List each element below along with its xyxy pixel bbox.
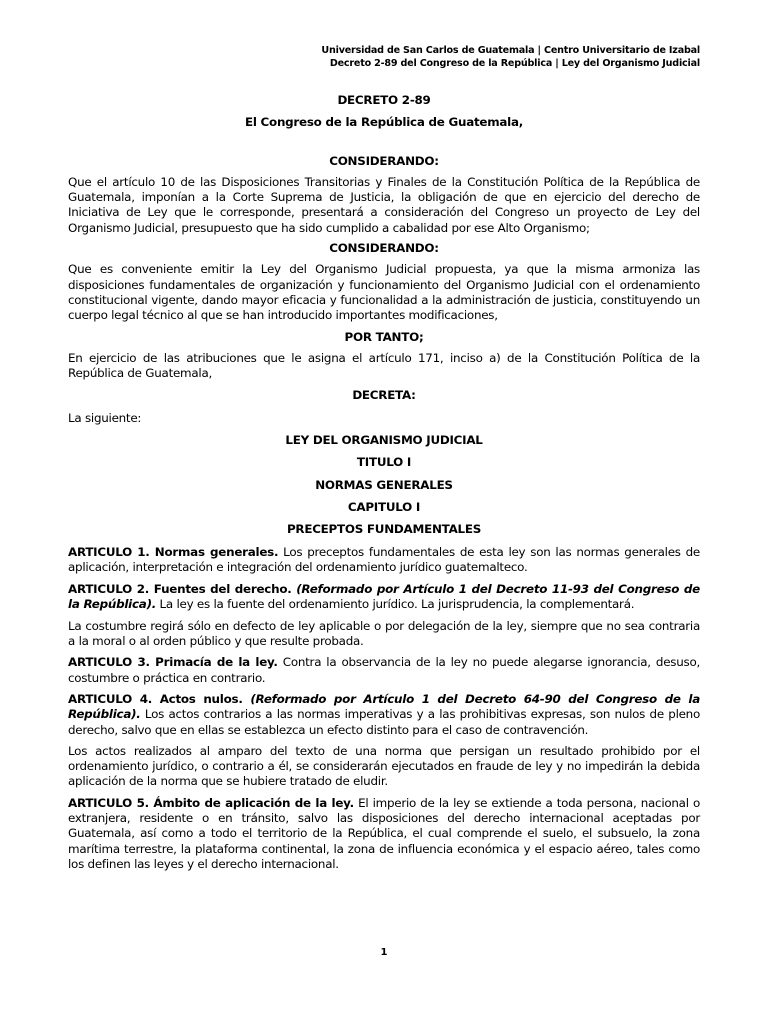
article-2-heading: ARTICULO 2. Fuentes del derecho. [68,582,292,597]
article-1-heading: ARTICULO 1. Normas generales. [68,544,279,559]
article-5-text: El imperio de la ley se extiende a toda persona, nacional o extranjera, residente o en tránsito, salvo las disposiciones del derecho internacional aceptadas por Guatemala, así como a todo el territorio de la República, el cual comprende el suelo, el subsuelo, la zona marítima terrestre, la plataforma continental, la zona de influencia económica y el espacio aéreo, tales como los definen las leyes y el derecho internacional. [68,795,700,871]
article-2-reform-note: (Reformado por Artículo 1 del Decreto 11-93 del Congreso de la República). [68,582,700,612]
considerando-1-heading: CONSIDERANDO: [329,153,439,168]
decreta-text: La siguiente: [68,410,142,425]
por-tanto-heading: POR TANTO; [344,329,424,344]
decree-title: DECRETO 2-89 [337,93,431,107]
page-number: 1 [380,947,388,958]
considerando-2-text: Que es conveniente emitir la Ley del Organismo Judicial propuesta, ya que la misma armoniza las disposiciones fundamentales de organización y funcionamiento del Organismo Judicial con el ordenamiento constitucional vigente, dando mayor eficacia y funcionalidad a la administración de justicia, constituyendo un cuerpo legal técnico al que se han introducido importantes modificaciones, [68,262,700,323]
capitulo-name: PRECEPTOS FUNDAMENTALES [286,522,482,537]
article-5-heading: ARTICULO 5. Ámbito de aplicación de la ley. [68,795,354,810]
considerando-2-heading: CONSIDERANDO: [329,241,439,256]
article-4 [68,692,700,738]
por-tanto-text: En ejercicio de las atribuciones que le asigna el artículo 171, inciso a) de la Constitución Política de la República de Guatemala, [68,350,700,381]
article-1 [68,545,700,576]
article-3 [68,655,700,686]
article-5 [68,796,700,872]
header-line-document: Decreto 2-89 del Congreso de la República | Ley del Organismo Judicial [329,58,700,69]
issuer-line: El Congreso de la República de Guatemala, [244,115,524,130]
article-4-heading: ARTICULO 4. Actos nulos. [68,691,243,706]
document-body [68,93,700,872]
law-title: LEY DEL ORGANISMO JUDICIAL [285,433,483,448]
capitulo-heading: CAPITULO I [347,499,421,514]
article-1-text: Los preceptos fundamentales de esta ley son las normas generales de aplicación, interpretación e integración del ordenamiento jurídico guatemalteco. [68,544,700,574]
decreta-heading: DECRETA: [352,388,416,403]
article-3-text: Contra la observancia de la ley no puede alegarse ignorancia, desuso, costumbre o práctica en contrario. [68,655,701,685]
article-2-paragraph-2: La costumbre regirá sólo en defecto de ley aplicable o por delegación de la ley, siempre que no sea contraria a la moral o al orden público y que resulte probada. [68,618,700,649]
titulo-name: NORMAS GENERALES [315,477,453,492]
article-4-reform-note: (Reformado por Artículo 1 del Decreto 64-90 del Congreso de la República). [68,691,700,722]
article-4-text: Los actos contrarios a las normas imperativas y a las prohibitivas expresas, son nulos de pleno derecho, salvo que en ellas se establezca un efecto distinto para el caso de contravención. [68,707,700,737]
article-3-heading: ARTICULO 3. Primacía de la ley. [68,655,278,670]
article-4-paragraph-2: Los actos realizados al amparo del texto de una norma que persigan un resultado prohibido por el ordenamiento jurídico, o contrario a él, se considerarán ejecutados en fraude de ley y no impedirán la debida aplicación de la norma que se hubiere tratado de eludir. [68,743,700,789]
titulo-heading: TITULO I [356,455,412,470]
page-header [321,44,700,70]
header-line-institution: Universidad de San Carlos de Guatemala | Centro Universitario de Izabal [321,45,700,56]
considerando-1-text: Que el artículo 10 de las Disposiciones Transitorias y Finales de la Constitución Política de la República de Guatemala, imponían a la Corte Suprema de Justicia, la obligación de que en ejercicio del derecho de Iniciativa de Ley que le corresponde, presentará a consideración del Congreso un proyecto de Ley del Organismo Judicial, presupuesto que ha sido cumplido a cabalidad por ese Alto Organismo; [68,174,700,235]
article-2 [68,582,700,613]
article-2-text: La ley es la fuente del ordenamiento jurídico. La jurisprudencia, la complementará. [156,597,635,612]
